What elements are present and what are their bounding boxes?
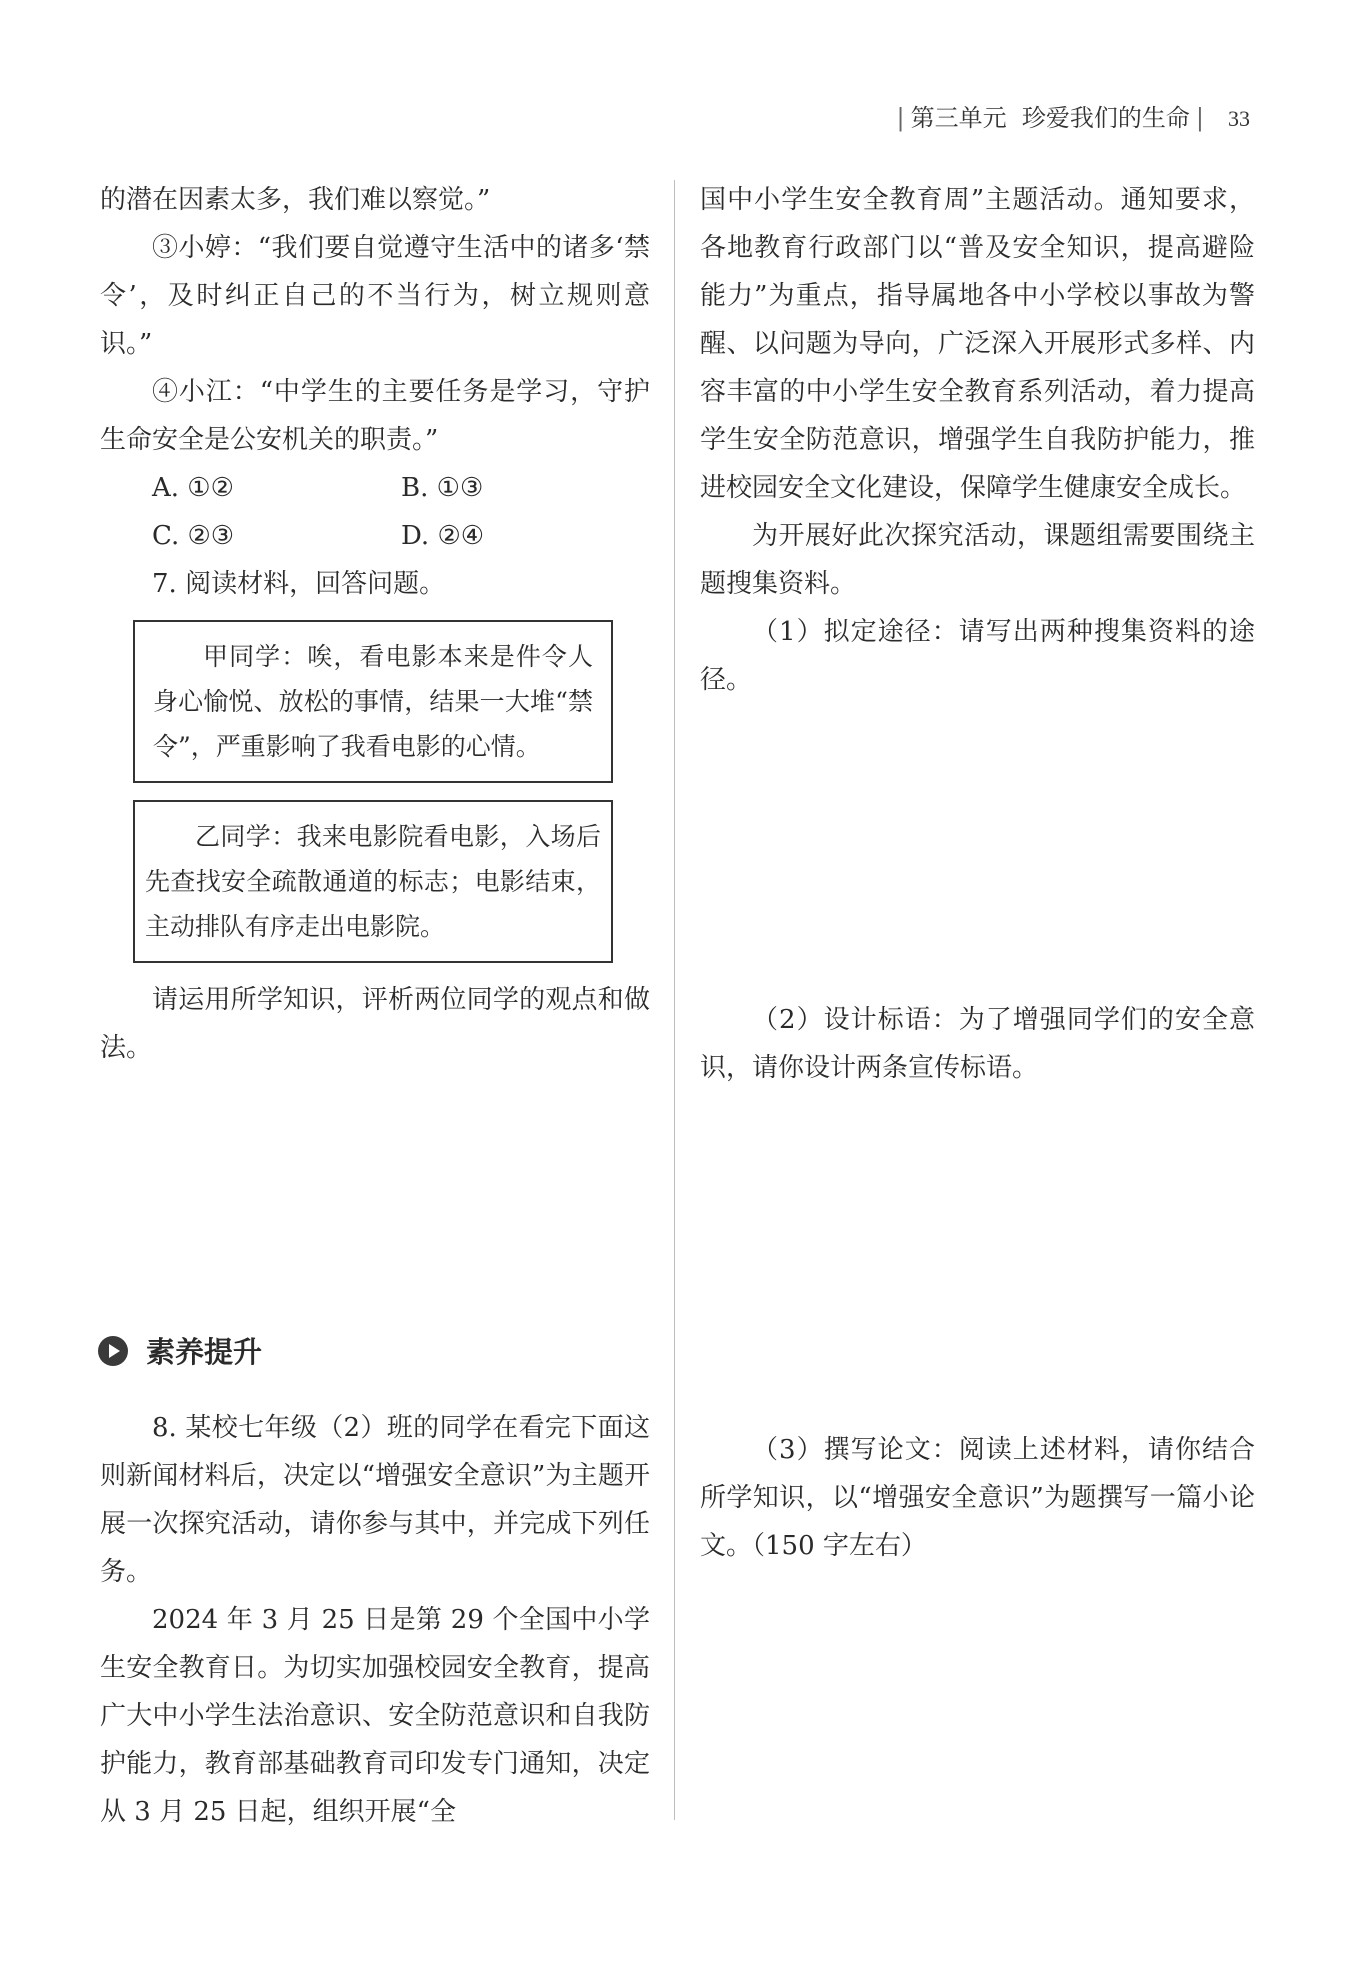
box1-text: 甲同学：唉，看电影本来是件令人身心愉悦、放松的事情，结果一大堆“禁令”，严重影响了我看电影的心情。 (153, 642, 593, 761)
play-circle-icon (98, 1336, 128, 1366)
question-8: 8. 某校七年级（2）班的同学在看完下面这则新闻材料后，决定以“增强安全意识”为主题开展一次探究活动，请你参与其中，并完成下列任务。 (100, 1413, 650, 1587)
material-box-1 (133, 620, 613, 783)
option2-continuation: 的潜在因素太多，我们难以察觉。” (100, 185, 491, 215)
statement-3: ③小婷：“我们要自觉遵守生活中的诸多‘禁令’，及时纠正自己的不当行为，树立规则意识。” (100, 233, 650, 359)
choice-a: A. ①② (152, 473, 234, 503)
answer-choices (100, 464, 650, 560)
task-2-block (700, 996, 1255, 1092)
statement-4: ④小江：“中学生的主要任务是学习，守护生命安全是公安机关的职责。” (100, 377, 650, 455)
material-box-2 (133, 800, 613, 963)
left-column-bottom (100, 1404, 650, 1836)
right-column-top (700, 176, 1255, 704)
task-3: （3）撰写论文：阅读上述材料，请你结合所学知识，以“增强安全意识”为题撰写一篇小论文。（150 字左右） (700, 1435, 1255, 1561)
header-bar: | (896, 104, 905, 132)
choice-d: D. ②④ (401, 521, 485, 551)
section-title: 素养提升 (146, 1335, 263, 1369)
page-number: 33 (1228, 106, 1250, 131)
task-3-block (700, 1426, 1255, 1570)
news-paragraph-2: 国中小学生安全教育周”主题活动。通知要求，各地教育行政部门以“普及安全知识，提高避险能力”为重点，指导属地各中小学校以事故为警醒、以问题为导向，广泛深入开展形式多样、内容丰富的中小学生安全教育系列活动，着力提高学生安全防范意识，增强学生自我防护能力，推进校园安全文化建设，保障学生健康安全成长。 (700, 185, 1255, 503)
news-paragraph-1: 2024 年 3 月 25 日是第 29 个全国中小学生安全教育日。为切实加强校园安全教育，提高广大中小学生法治意识、安全防范意识和自我防护能力，教育部基础教育司印发专门通知，决定从 3 月 25 日起，组织开展“全 (100, 1605, 650, 1827)
task-2: （2）设计标语：为了增强同学们的安全意识，请你设计两条宣传标语。 (700, 1005, 1255, 1083)
running-header (891, 98, 1250, 133)
task-intro: 为开展好此次探究活动，课题组需要围绕主题搜集资料。 (700, 521, 1255, 599)
q7-ask-block (100, 976, 650, 1072)
question-7-prompt: 请运用所学知识，评析两位同学的观点和做法。 (100, 985, 650, 1063)
question-7: 7. 阅读材料，回答问题。 (152, 569, 446, 599)
box2-text: 乙同学：我来电影院看电影，入场后先查找安全疏散通道的标志；电影结束，主动排队有序走出电影院。 (145, 822, 601, 941)
header-bar: | (1195, 104, 1204, 132)
task-1: （1）拟定途径：请写出两种搜集资料的途径。 (700, 617, 1255, 695)
choice-c: C. ②③ (152, 521, 235, 551)
section-heading (98, 1330, 262, 1371)
column-divider (674, 180, 675, 1820)
choice-b: B. ①③ (401, 473, 484, 503)
header-unit: 第三单元 (910, 104, 1007, 132)
header-topic: 珍爱我们的生命 (1021, 104, 1190, 132)
left-column-top (100, 176, 650, 608)
